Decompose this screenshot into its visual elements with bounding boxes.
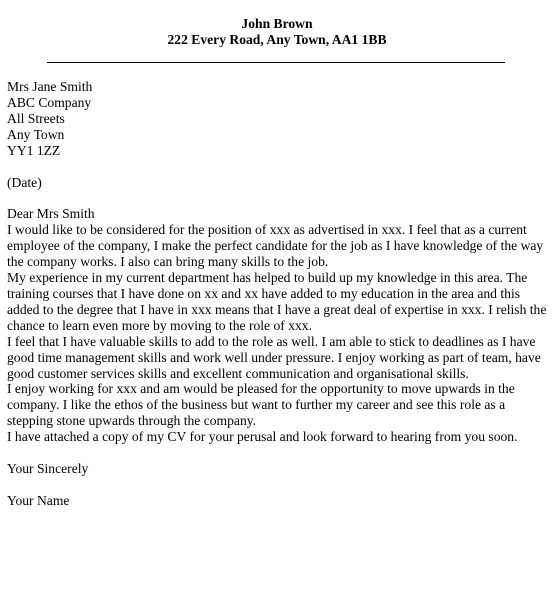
recipient-line: All Streets xyxy=(7,110,65,126)
sender-name: John Brown xyxy=(241,16,313,31)
signature: Your Name xyxy=(7,492,70,508)
paragraph-line: employee of the company, I make the perfect candidate for the job as I have knowledge of the way xyxy=(7,238,544,254)
paragraph xyxy=(7,334,547,382)
paragraph xyxy=(7,222,547,270)
letter-header xyxy=(0,16,554,48)
paragraph-line: chance to learn even more by moving to the role of xxx. xyxy=(7,317,313,333)
paragraph-line: stepping stone upwards through the company. xyxy=(7,413,257,429)
recipient-line: ABC Company xyxy=(7,94,92,110)
paragraph-line: good customer services skills and excellent communication and organisational skills. xyxy=(7,365,469,381)
sender-address: 222 Every Road, Any Town, AA1 1BB xyxy=(167,32,387,47)
letter-date: (Date) xyxy=(7,174,42,190)
recipient-line: Mrs Jane Smith xyxy=(7,79,93,94)
paragraph-line: added to the degree that I have in xxx means that I have a great deal of expertise in xxx. I relish the xyxy=(7,301,547,317)
paragraph-line: I would like to be considered for the position of xxx as advertised in xxx. I feel that as a current xyxy=(7,222,527,238)
salutation: Dear Mrs Smith xyxy=(7,206,95,222)
letter-body xyxy=(7,79,547,509)
paragraph-line: training courses that I have done on xx and xx have added to my education in the area and this xyxy=(7,285,521,301)
paragraph-line: the company works. I also can bring many skills to the job. xyxy=(7,254,329,270)
paragraph-line: good time management skills and work well under pressure. I enjoy working as part of team, have xyxy=(7,349,541,365)
header-divider xyxy=(47,62,505,63)
paragraph-line: I enjoy working for xxx and am would be pleased for the opportunity to move upwards in the xyxy=(7,381,515,397)
paragraph-line: My experience in my current department has helped to build up my knowledge in this area. The xyxy=(7,270,528,286)
paragraph-line: company. I like the ethos of the business but want to further my career and see this role as a xyxy=(7,397,506,413)
recipient-address xyxy=(7,79,547,159)
paragraph-line: I have attached a copy of my CV for your perusal and look forward to hearing from you soon. xyxy=(7,429,518,445)
paragraph-line: I feel that I have valuable skills to add to the role as well. I am able to stick to deadlines as I have xyxy=(7,333,536,349)
recipient-line: Any Town xyxy=(7,126,65,142)
recipient-line: YY1 1ZZ xyxy=(7,142,61,158)
paragraph xyxy=(7,270,547,334)
paragraph xyxy=(7,429,547,445)
paragraph xyxy=(7,381,547,429)
closing: Your Sincerely xyxy=(7,461,89,477)
